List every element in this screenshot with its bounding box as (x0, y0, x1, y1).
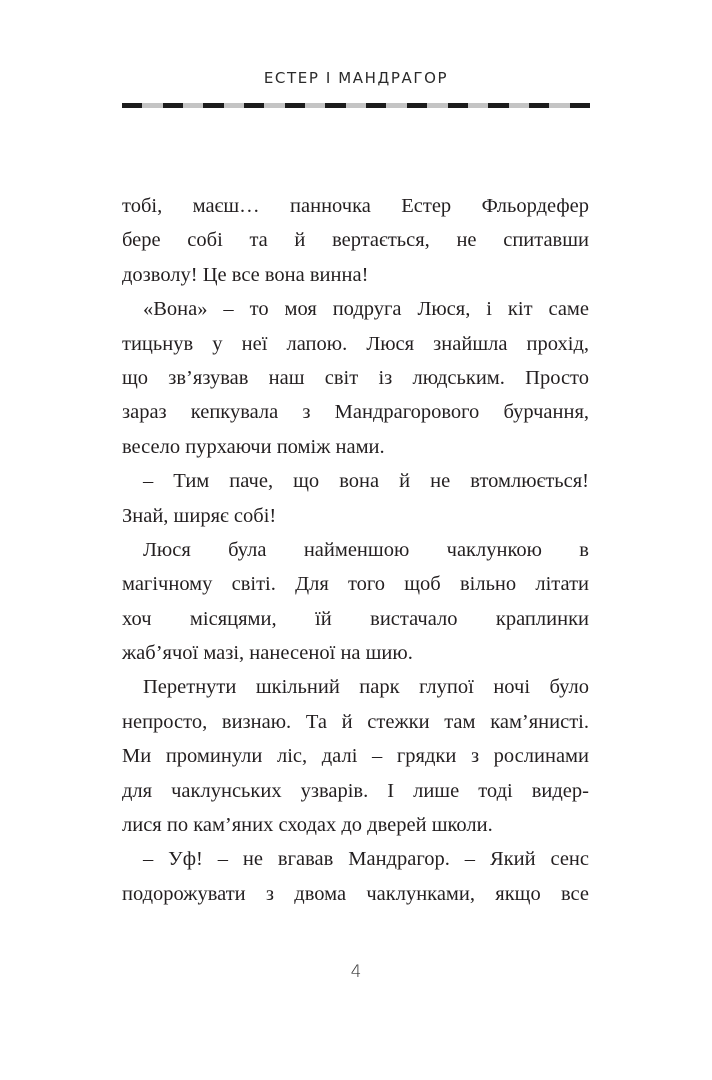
body-text (122, 189, 589, 911)
rule-segment-dark (122, 103, 142, 108)
text-line: дозволу! Це все вона винна! (122, 263, 369, 286)
text-line: Ми проминули ліс, далі – грядки з рослинами (122, 745, 589, 768)
rule-segment-dark (407, 103, 427, 108)
rule-segment-light (549, 103, 569, 108)
rule-segment-light (468, 103, 488, 108)
rule-segment-light (142, 103, 162, 108)
rule-segment-light (183, 103, 203, 108)
rule-segment-dark (203, 103, 223, 108)
text-line: для чаклунських узварів. І лише тоді видер- (122, 779, 589, 802)
text-line: подорожувати з двома чаклунками, якщо все (122, 882, 589, 905)
rule-segment-dark (529, 103, 549, 108)
rule-segment-light (427, 103, 447, 108)
running-head-title: ЕСТЕР І МАНДРАГОР (263, 69, 449, 87)
text-line: – Тим паче, що вона й не втомлюється! (143, 470, 589, 493)
rule-segment-dark (488, 103, 508, 108)
rule-segment-light (509, 103, 529, 108)
rule-segment-light (386, 103, 406, 108)
rule-segment-dark (163, 103, 183, 108)
text-line: Знай, ширяє собі! (122, 504, 277, 527)
text-line: непросто, визнаю. Та й стежки там кам’янисті. (122, 710, 589, 733)
rule-segment-light (224, 103, 244, 108)
text-line: лися по кам’яних сходах до дверей школи. (122, 814, 493, 837)
rule-segment-dark (570, 103, 590, 108)
rule-segment-dark (366, 103, 386, 108)
rule-segment-light (264, 103, 284, 108)
text-line: Люся була найменшою чаклункою в (143, 538, 589, 561)
text-line: – Уф! – не вгавав Мандрагор. – Який сенс (143, 848, 589, 871)
rule-segment-dark (285, 103, 305, 108)
rule-segment-dark (244, 103, 264, 108)
text-line: зараз кепкувала з Мандрагорового бурчання, (122, 401, 589, 424)
text-line: тицьнув у неї лапою. Люся знайшла прохід, (122, 332, 589, 355)
header-dashed-rule (122, 103, 590, 108)
text-line: що зв’язував наш світ із людським. Просто (122, 366, 589, 389)
text-line: бере собі та й вертається, не спитавши (122, 229, 589, 252)
text-line: хоч місяцями, їй вистачало краплинки (122, 607, 589, 630)
rule-segment-dark (448, 103, 468, 108)
rule-segment-light (305, 103, 325, 108)
text-line: жаб’ячої мазі, нанесеної на шию. (122, 642, 413, 665)
text-line: весело пурхаючи поміж нами. (122, 435, 385, 458)
rule-segment-light (346, 103, 366, 108)
page-number: 4 (350, 962, 362, 982)
rule-segment-dark (325, 103, 345, 108)
text-line: «Вона» – то моя подруга Люся, і кіт саме (143, 298, 589, 321)
text-line: Перетнути шкільний парк глупої ночі було (143, 676, 589, 699)
text-line: магічному світі. Для того щоб вільно літати (122, 573, 589, 596)
text-line: тобі, маєш… панночка Естер Фльордефер (122, 195, 589, 217)
